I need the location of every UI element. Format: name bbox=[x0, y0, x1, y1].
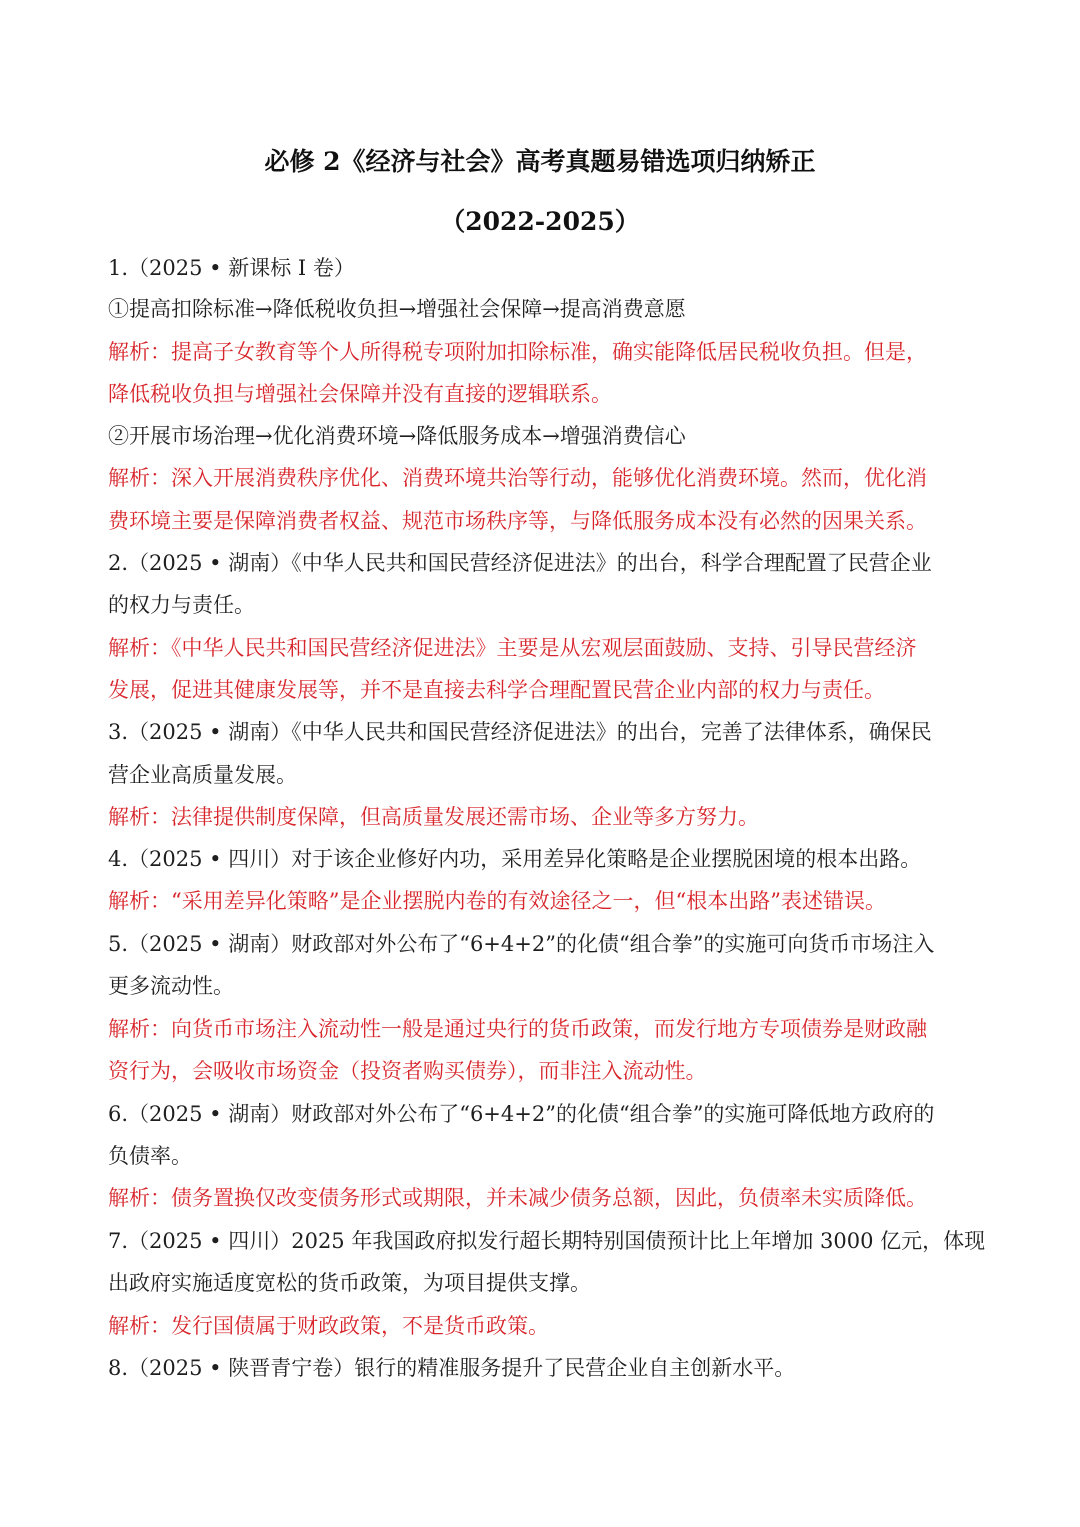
page-subtitle: （2022-2025） bbox=[440, 207, 640, 236]
analysis-line: 解析：向货币市场注入流动性一般是通过央行的货币政策，而发行地方专项债券是财政融 bbox=[108, 1017, 927, 1041]
analysis-line: 解析：深入开展消费秩序优化、消费环境共治等行动，能够优化消费环境。然而，优化消 bbox=[108, 466, 927, 490]
page-title: 必修 2《经济与社会》高考真题易错选项归纳矫正 bbox=[264, 147, 816, 176]
question-line: 负债率。 bbox=[108, 1144, 192, 1168]
question-line: 6.（2025 • 湖南）财政部对外公布了“6+4+2”的化债“组合拳”的实施可降低地方政府的 bbox=[108, 1102, 935, 1126]
analysis-line: 资行为，会吸收市场资金（投资者购买债券），而非注入流动性。 bbox=[108, 1059, 707, 1083]
question-line: 5.（2025 • 湖南）财政部对外公布了“6+4+2”的化债“组合拳”的实施可向货币市场注入 bbox=[108, 932, 935, 956]
analysis-line: 解析：“采用差异化策略”是企业摆脱内卷的有效途径之一，但“根本出路”表述错误。 bbox=[108, 889, 886, 913]
question-line: 出政府实施适度宽松的货币政策，为项目提供支撑。 bbox=[108, 1271, 591, 1295]
analysis-line: 费环境主要是保障消费者权益、规范市场秩序等，与降低服务成本没有必然的因果关系。 bbox=[108, 509, 927, 533]
question-line: 营企业高质量发展。 bbox=[108, 763, 297, 787]
analysis-line: 解析：提高子女教育等个人所得税专项附加扣除标准，确实能降低居民税收负担。但是， bbox=[108, 340, 927, 364]
question-line: 3.（2025 • 湖南）《中华人民共和国民营经济促进法》的出台，完善了法律体系，确保民 bbox=[108, 720, 932, 744]
analysis-line: 解析：发行国债属于财政政策，不是货币政策。 bbox=[108, 1314, 549, 1338]
question-line: ①提高扣除标准→降低税收负担→增强社会保障→提高消费意愿 bbox=[108, 297, 686, 321]
question-line: 的权力与责任。 bbox=[108, 593, 255, 617]
question-line: 4.（2025 • 四川）对于该企业修好内功，采用差异化策略是企业摆脱困境的根本出路。 bbox=[108, 847, 922, 871]
analysis-line: 降低税收负担与增强社会保障并没有直接的逻辑联系。 bbox=[108, 382, 612, 406]
question-line: 1.（2025 • 新课标 I 卷） bbox=[108, 256, 355, 280]
analysis-line: 解析：《中华人民共和国民营经济促进法》主要是从宏观层面鼓励、支持、引导民营经济 bbox=[108, 636, 917, 660]
question-line: 8.（2025 • 陕晋青宁卷）银行的精准服务提升了民营企业自主创新水平。 bbox=[108, 1356, 796, 1380]
analysis-line: 发展，促进其健康发展等，并不是直接去科学合理配置民营企业内部的权力与责任。 bbox=[108, 678, 885, 702]
question-line: 2.（2025 • 湖南）《中华人民共和国民营经济促进法》的出台，科学合理配置了民营企业 bbox=[108, 551, 932, 575]
question-line: 更多流动性。 bbox=[108, 974, 234, 998]
analysis-line: 解析：债务置换仅改变债务形式或期限，并未减少债务总额，因此，负债率未实质降低。 bbox=[108, 1186, 927, 1210]
question-line: 7.（2025 • 四川）2025 年我国政府拟发行超长期特别国债预计比上年增加 3000 亿元，体现 bbox=[108, 1229, 986, 1253]
question-line: ②开展市场治理→优化消费环境→降低服务成本→增强消费信心 bbox=[108, 424, 686, 448]
analysis-line: 解析：法律提供制度保障，但高质量发展还需市场、企业等多方努力。 bbox=[108, 805, 759, 829]
